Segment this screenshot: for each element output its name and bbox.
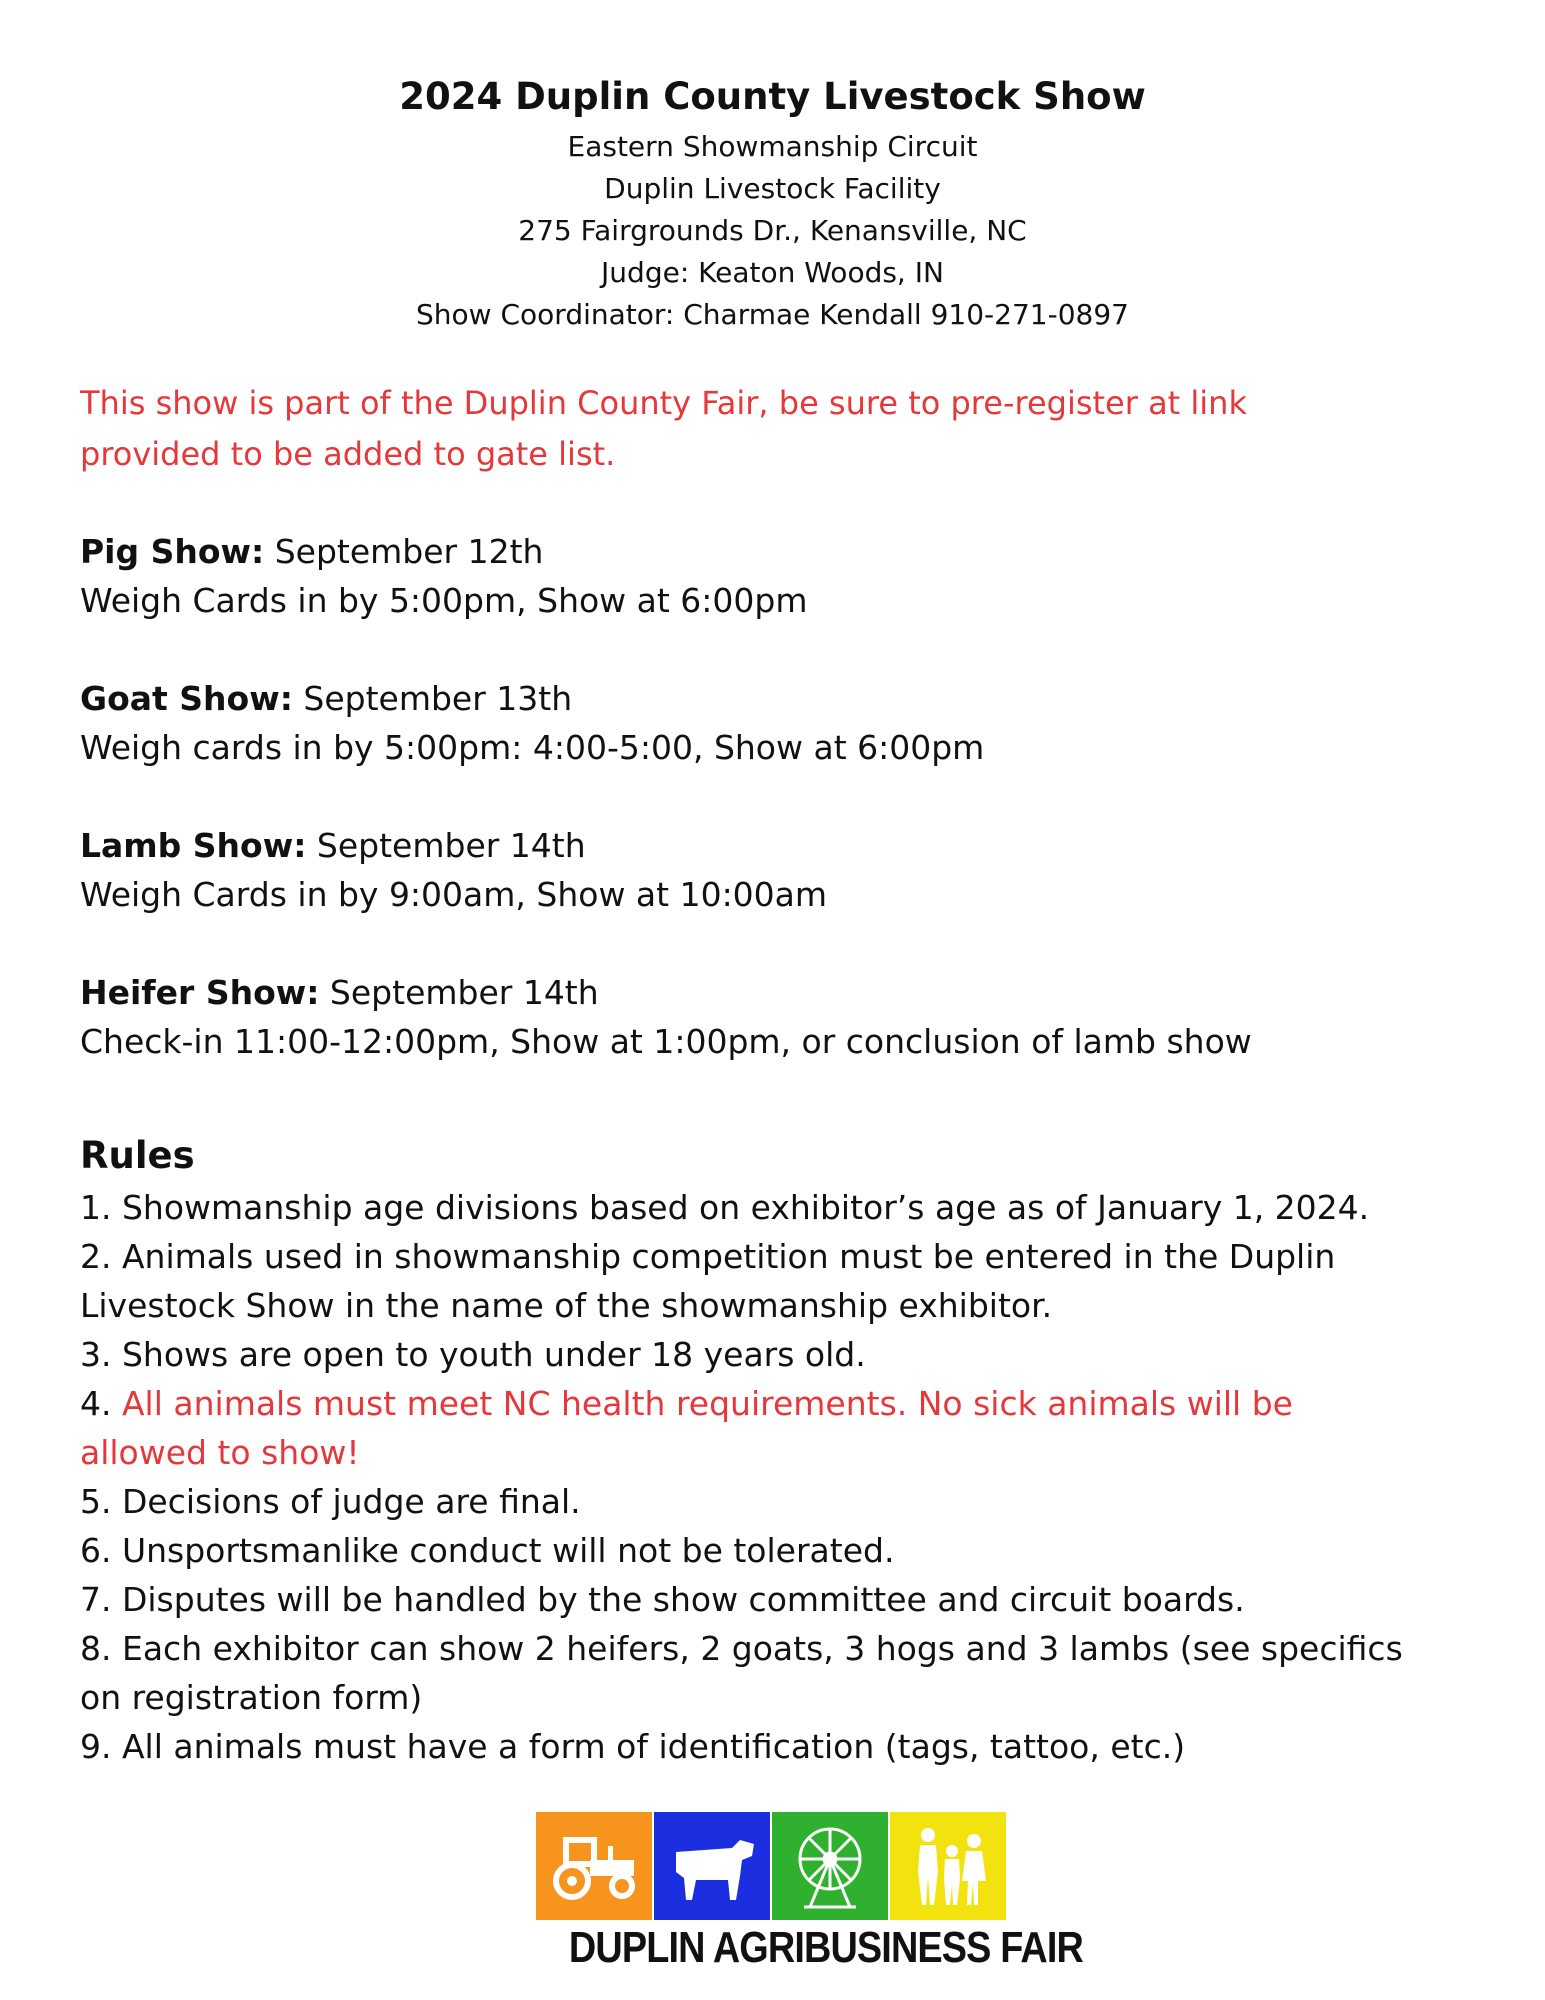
rule-item: Livestock Show in the name of the showmanship exhibitor. xyxy=(80,1286,1053,1325)
rule-item: 2. Animals used in showmanship competition must be entered in the Duplin xyxy=(80,1237,1336,1276)
rules-list xyxy=(80,1183,1480,1771)
show-details: Weigh cards in by 5:00pm: 4:00-5:00, Show at 6:00pm xyxy=(80,728,985,767)
rule-item: 9. All animals must have a form of identification (tags, tattoo, etc.) xyxy=(80,1727,1186,1766)
show-date: September 13th xyxy=(292,679,573,718)
rule-item: 8. Each exhibitor can show 2 heifers, 2 goats, 3 hogs and 3 lambs (see specifics xyxy=(80,1629,1403,1668)
show-schedule xyxy=(80,527,1460,1115)
show-label: Goat Show: xyxy=(80,679,293,718)
family-icon xyxy=(890,1812,1006,1920)
rule-warning: All animals must meet NC health requirements. No sick animals will be xyxy=(121,1384,1293,1423)
circuit-name: Eastern Showmanship Circuit xyxy=(567,130,978,163)
notice-line: provided to be added to gate list. xyxy=(80,435,616,473)
page-title: 2024 Duplin County Livestock Show xyxy=(399,75,1146,118)
show-details: Check-in 11:00-12:00pm, Show at 1:00pm, or conclusion of lamb show xyxy=(80,1022,1252,1061)
show-label: Heifer Show: xyxy=(80,973,320,1012)
rule-item: on registration form) xyxy=(80,1678,423,1717)
show-entry-lamb xyxy=(80,821,1460,919)
tractor-icon xyxy=(536,1812,652,1920)
rule-item: 7. Disputes will be handled by the show committee and circuit boards. xyxy=(80,1580,1245,1619)
fair-logo xyxy=(536,1812,1083,1972)
registration-notice xyxy=(80,378,1380,480)
rule-item xyxy=(80,1379,1480,1428)
show-date: September 14th xyxy=(306,826,586,865)
rules-heading: Rules xyxy=(80,1134,195,1177)
notice-line: This show is part of the Duplin County Fair, be sure to pre-register at link xyxy=(80,384,1247,422)
facility-name: Duplin Livestock Facility xyxy=(604,172,941,205)
rule-warning: allowed to show! xyxy=(80,1433,360,1472)
show-entry-heifer xyxy=(80,968,1460,1066)
show-details: Weigh Cards in by 5:00pm, Show at 6:00pm xyxy=(80,581,808,620)
show-details: Weigh Cards in by 9:00am, Show at 10:00am xyxy=(80,875,828,914)
show-coordinator: Show Coordinator: Charmae Kendall 910-271-0897 xyxy=(416,298,1129,331)
show-label: Pig Show: xyxy=(80,532,265,571)
rule-item: 5. Decisions of judge are final. xyxy=(80,1482,581,1521)
rule-item: 3. Shows are open to youth under 18 years old. xyxy=(80,1335,866,1374)
show-entry-goat xyxy=(80,674,1460,772)
header xyxy=(0,72,1545,336)
show-date: September 12th xyxy=(264,532,544,571)
show-date: September 14th xyxy=(319,973,599,1012)
rule-number: 4. xyxy=(80,1384,122,1423)
logo-text: DUPLIN AGRIBUSINESS FAIR xyxy=(568,1923,1083,1972)
rule-item: 6. Unsportsmanlike conduct will not be tolerated. xyxy=(80,1531,895,1570)
show-entry-pig xyxy=(80,527,1460,625)
cow-icon xyxy=(654,1812,770,1920)
judge: Judge: Keaton Woods, IN xyxy=(601,256,944,289)
rule-item: 1. Showmanship age divisions based on exhibitor’s age as of January 1, 2024. xyxy=(80,1188,1370,1227)
ferris-wheel-icon xyxy=(772,1812,888,1920)
show-label: Lamb Show: xyxy=(80,826,307,865)
address: 275 Fairgrounds Dr., Kenansville, NC xyxy=(518,214,1027,247)
